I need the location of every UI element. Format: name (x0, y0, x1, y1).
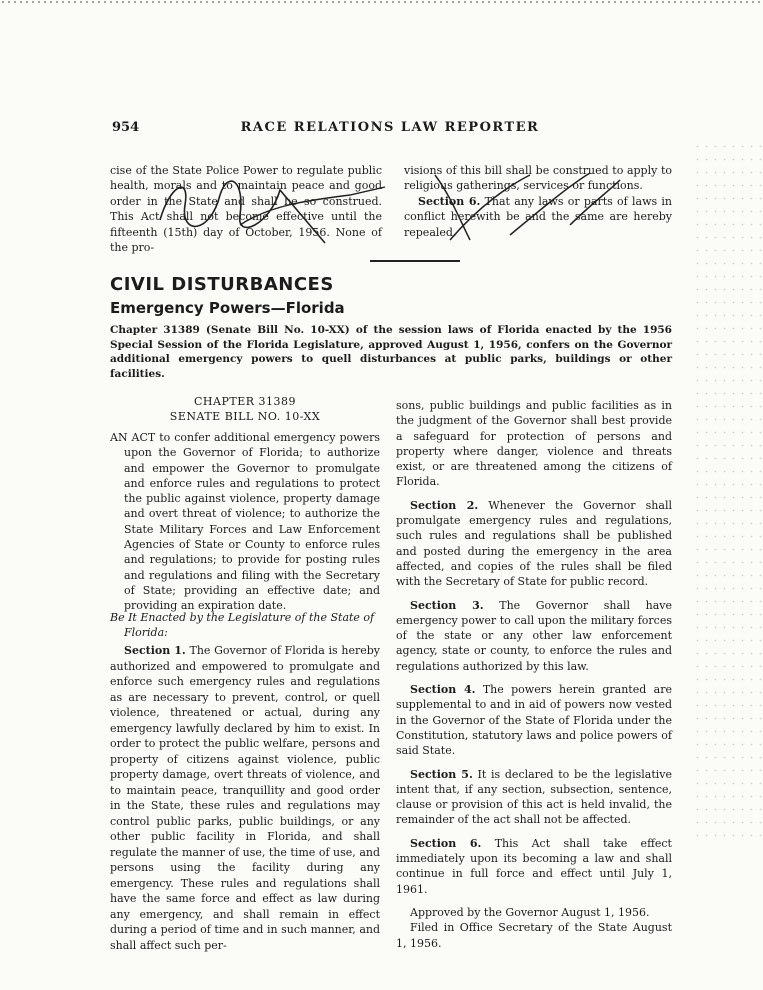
section-1 (110, 643, 380, 953)
scan-edge-dots (0, 0, 763, 4)
filing-note: Filed in Office Secretary of the State August 1, 1956. (396, 921, 672, 950)
chapter-title (110, 394, 380, 424)
section-3 (396, 598, 672, 674)
section-1-continued: sons, public buildings and public facilities as in the judgment of the Governor shall best provide a safeguard for protection of persons and property where danger, violence and threats exist, or are threatened among the citizens of Florida. (396, 399, 672, 489)
previous-act-left-column (110, 163, 382, 255)
act-title-paragraph: AN ACT to confer additional emergency powers upon the Governor of Florida; to authorize and empower the Governor to promulgate and enforce rules and regulations to protect the public against violence, property damage and overt threat of violence; to authorize the State Military Forces and Law Enforcement Agencies of State or County to enforce rules and regulations; to provide for posting rules and regulations and filing with the Secretary of State; providing an effective date; and providing an expiration date. (110, 431, 380, 613)
section-label: Section 5. (410, 767, 473, 781)
section-2 (396, 498, 672, 590)
section-label: Section 6. (410, 836, 482, 850)
section-6 (396, 836, 672, 897)
previous-act-section-6 (404, 194, 672, 240)
approval-note: Approved by the Governor August 1, 1956. (410, 905, 650, 919)
previous-act-right-text: visions of this bill shall be construed to apply to religious gatherings, services or functions. (404, 164, 672, 193)
scan-noise-margin (693, 140, 763, 840)
section-text: The Governor shall have emergency power to call upon the military forces of the state or any other law enforcement agency, state or county, to enforce the rules and regulations authorized by this law. (396, 598, 672, 673)
section-text: The powers herein granted are supplemental to and in aid of powers now vested in the Governor of the State of Florida under the Constitution, statutory laws and police powers of said State. (396, 683, 672, 758)
section-text: The Governor of Florida is hereby authorized and empowered to promulgate and enforce such emergency rules and regulations as are necessary to prevent, control, or quell violence, threatened or actual, during any emergency lawfully declared by him to exist. In order to protect the public welfare, persons and property of citizens against violence, public property damage, overt threats of violence, and to maintain peace, tranquillity and good order in the State, these rules and regulations may control public parks, public buildings, or any other public facility in Florida, and shall regulate the manner of use, the time of use, and persons using the facility during any emergency. These rules and regulations shall have the same force and effect as law during any emergency, and shall remain in effect during a period of time and in such manner, and shall affect such per- (110, 644, 380, 952)
previous-act-left-text: cise of the State Police Power to regulate public health, morals and to maintain peace and good order in the State and shall be so construed. This Act shall not become effective until the fifteenth (15th) day of October, 1956. None of the pro- (110, 164, 382, 255)
page-number: 954 (112, 120, 140, 135)
bill-number: SENATE BILL NO. 10-XX (169, 410, 321, 423)
section-text: Whenever the Governor shall promulgate emergency rules and regulations, such rules and regulations shall be published and posted during the emergency in the area affected, and copies of the rules shall be filed with the Secretary of State for public record. (396, 498, 672, 589)
section-divider (370, 260, 460, 262)
section-4 (396, 682, 672, 758)
section-label: Section 6. (418, 194, 481, 208)
section-label: Section 2. (410, 498, 479, 512)
enacting-clause: Be It Enacted by the Legislature of the State of Florida: (110, 611, 375, 639)
section-text: This Act shall take effect immediately upon its becoming a law and shall continue in full force and effect until July 1, 1961. (396, 836, 672, 896)
section-heading: CIVIL DISTURBANCES (110, 274, 334, 295)
chapter-number: CHAPTER 31389 (194, 395, 296, 408)
summary-paragraph: Chapter 31389 (Senate Bill No. 10-XX) of the session laws of Florida enacted by the 1956 Special Session of the Florida Legislature, approved August 1, 1956, confers on the Governor additional emergency powers to quell disturbances at public parks, buildings or other facilities. (110, 324, 672, 380)
section-text: That any laws or parts of laws in conflict herewith be and the same are hereby repealed. (404, 194, 672, 239)
running-header: RACE RELATIONS LAW REPORTER (240, 120, 540, 135)
section-label: Section 3. (410, 598, 484, 612)
right-column (396, 398, 672, 959)
section-label: Section 4. (410, 683, 476, 697)
section-text: It is declared to be the legislative intent that, if any section, subsection, sentence, clause or provision of this act is held invalid, the remainder of the act shall not be affected. (396, 767, 672, 827)
sub-heading: Emergency Powers—Florida (110, 299, 345, 317)
section-5 (396, 767, 672, 828)
previous-act-right-column (404, 163, 672, 240)
section-label: Section 1. (124, 644, 186, 657)
